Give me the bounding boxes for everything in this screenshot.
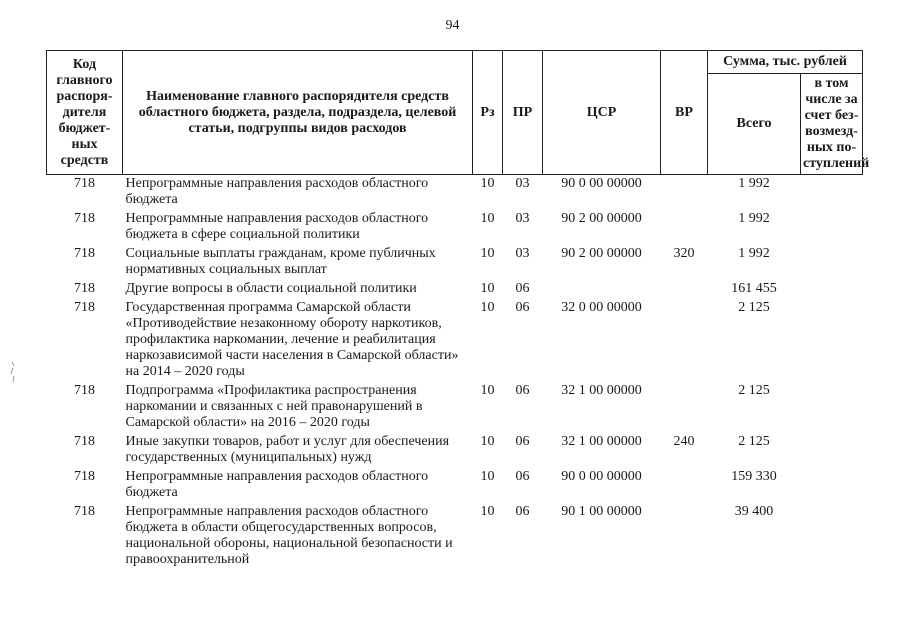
margin-mark <box>8 360 18 384</box>
cell-total: 2 125 <box>738 300 770 315</box>
cell-vr: 320 <box>673 246 695 261</box>
cell-name: Непрограммные направления расходов областного бюджета <box>125 469 429 500</box>
cell-rz: 10 <box>480 504 495 519</box>
cell-pr: 06 <box>515 300 530 315</box>
cell-rz: 10 <box>480 246 495 261</box>
cell-gratuitous <box>801 210 863 245</box>
cell-csr: 32 1 00 00000 <box>561 383 642 398</box>
cell-csr: 90 1 00 00000 <box>561 504 642 519</box>
header-rz: Рз <box>473 51 503 175</box>
cell-code: 718 <box>74 211 95 226</box>
cell-rz: 10 <box>480 434 495 449</box>
cell-vr <box>661 503 708 570</box>
cell-name: Другие вопросы в области социальной политики <box>125 281 417 296</box>
cell-csr: 32 0 00 00000 <box>561 300 642 315</box>
cell-code: 718 <box>74 504 95 519</box>
header-vr: ВР <box>661 51 708 175</box>
cell-name: Иные закупки товаров, работ и услуг для обеспечения государственных (муниципальных) нужд <box>125 434 450 465</box>
cell-name: Государственная программа Самарской области «Противодействие незаконному обороту наркотиков, профилактика наркомании, лечение и реабилитация наркозависимой части населения в Самарской области» на 2014 – 2020 годы <box>125 300 459 379</box>
cell-name: Непрограммные направления расходов областного бюджета <box>125 176 429 207</box>
cell-csr: 90 2 00 00000 <box>561 211 642 226</box>
table-row <box>47 468 863 503</box>
table-row <box>47 175 863 211</box>
header-sum: Сумма, тыс. рублей <box>708 51 863 74</box>
table-row <box>47 210 863 245</box>
cell-pr: 03 <box>515 246 530 261</box>
table-header <box>47 51 870 175</box>
cell-csr: 90 2 00 00000 <box>561 246 642 261</box>
cell-code: 718 <box>74 246 95 261</box>
cell-pr: 06 <box>515 469 530 484</box>
cell-name: Подпрограмма «Профилактика распространения наркомании и связанных с ней правонарушений в Самарской области» на 2016 – 2020 годы <box>125 383 423 430</box>
cell-gratuitous <box>801 433 863 468</box>
header-csr: ЦСР <box>543 51 661 175</box>
cell-gratuitous <box>801 503 863 570</box>
cell-name: Непрограммные направления расходов областного бюджета в области общегосударственных вопросов, национальной обороны, национальной безопасности и правоохранительной <box>125 504 453 567</box>
cell-csr: 90 0 00 00000 <box>561 176 642 191</box>
cell-gratuitous <box>801 382 863 433</box>
cell-vr <box>661 382 708 433</box>
cell-vr <box>661 175 708 211</box>
cell-total: 1 992 <box>738 176 770 191</box>
cell-pr: 06 <box>515 434 530 449</box>
table-row <box>47 382 863 433</box>
header-name: Наименование главного распорядителя средств областного бюджета, раздела, подраздела, целевой статьи, подгруппы видов расходов <box>123 51 473 175</box>
cell-pr: 03 <box>515 176 530 191</box>
cell-vr <box>661 210 708 245</box>
cell-rz: 10 <box>480 469 495 484</box>
budget-table <box>46 50 870 570</box>
cell-pr: 03 <box>515 211 530 226</box>
cell-rz: 10 <box>480 176 495 191</box>
cell-pr: 06 <box>515 383 530 398</box>
cell-vr <box>661 468 708 503</box>
cell-pr: 06 <box>515 281 530 296</box>
cell-gratuitous <box>801 245 863 280</box>
cell-gratuitous <box>801 299 863 382</box>
table-body <box>47 175 863 571</box>
cell-csr: 32 1 00 00000 <box>561 434 642 449</box>
header-total: Всего <box>708 74 801 175</box>
cell-csr <box>543 280 661 299</box>
cell-code: 718 <box>74 469 95 484</box>
cell-pr: 06 <box>515 504 530 519</box>
cell-gratuitous <box>801 280 863 299</box>
cell-total: 39 400 <box>734 504 774 519</box>
header-pr: ПР <box>503 51 543 175</box>
cell-total: 159 330 <box>731 469 777 484</box>
cell-code: 718 <box>74 434 95 449</box>
table-row <box>47 245 863 280</box>
cell-rz: 10 <box>480 281 495 296</box>
table-row <box>47 433 863 468</box>
table-row <box>47 280 863 299</box>
cell-rz: 10 <box>480 383 495 398</box>
cell-csr: 90 0 00 00000 <box>561 469 642 484</box>
cell-total: 161 455 <box>731 281 777 296</box>
table-row <box>47 503 863 570</box>
cell-total: 2 125 <box>738 434 770 449</box>
cell-total: 1 992 <box>738 211 770 226</box>
page-number: 94 <box>445 18 460 33</box>
cell-total: 1 992 <box>738 246 770 261</box>
header-code: Код главного распоря-дителя бюджет-ных средств <box>47 51 123 175</box>
cell-code: 718 <box>74 176 95 191</box>
cell-vr <box>661 280 708 299</box>
cell-name: Непрограммные направления расходов областного бюджета в сфере социальной политики <box>125 211 429 242</box>
cell-rz: 10 <box>480 211 495 226</box>
cell-total: 2 125 <box>738 383 770 398</box>
cell-rz: 10 <box>480 300 495 315</box>
cell-code: 718 <box>74 281 95 296</box>
table-row <box>47 299 863 382</box>
header-gratuitous: в том числе за счет без-возмезд-ных по-ступлений <box>801 74 863 175</box>
cell-code: 718 <box>74 300 95 315</box>
cell-vr: 240 <box>673 434 695 449</box>
cell-gratuitous <box>801 175 863 211</box>
cell-name: Социальные выплаты гражданам, кроме публичных нормативных социальных выплат <box>125 246 436 277</box>
cell-code: 718 <box>74 383 95 398</box>
cell-vr <box>661 299 708 382</box>
cell-gratuitous <box>801 468 863 503</box>
